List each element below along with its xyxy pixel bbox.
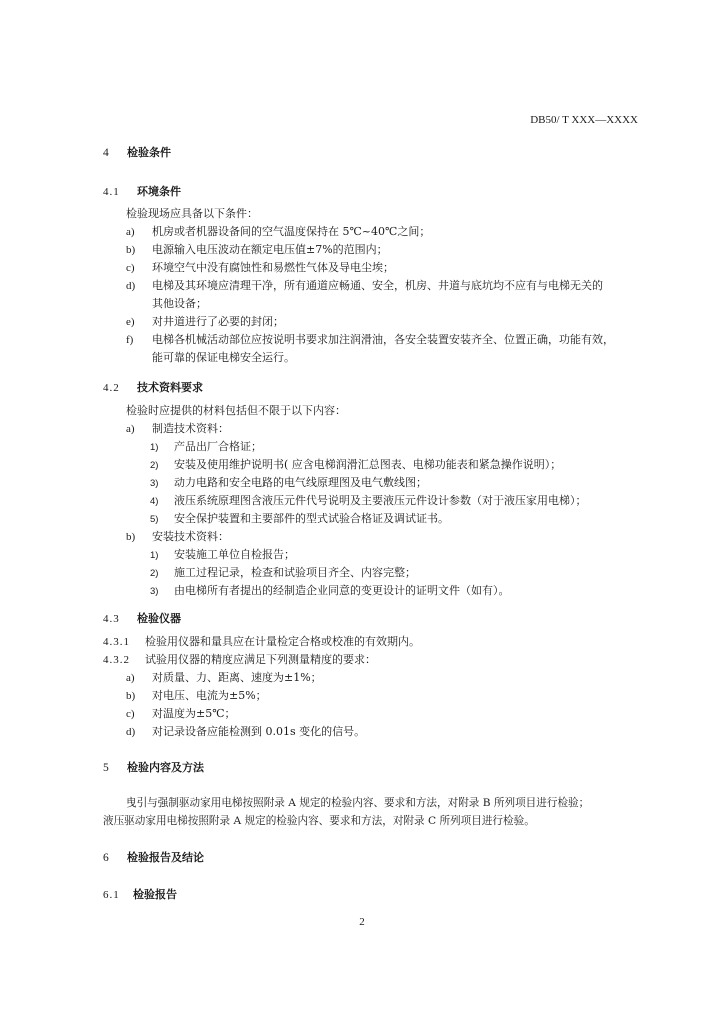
document-code: DB50/ T XXX—XXXX	[530, 114, 638, 126]
list-item	[126, 259, 394, 275]
sub-list-item	[150, 438, 262, 454]
list-marker: a)	[126, 423, 135, 435]
section-title: 检验条件	[127, 146, 171, 159]
list-item	[126, 528, 229, 544]
list-marker: 5)	[150, 514, 159, 525]
sub-list-item	[150, 546, 295, 562]
sub-list-item	[150, 582, 510, 598]
sub-list-item	[150, 474, 427, 490]
section-4-1-heading	[103, 180, 181, 199]
section-title: 检验报告	[133, 888, 177, 901]
list-marker: 2)	[150, 460, 159, 471]
sub-list-item	[150, 564, 416, 580]
section-number: 5	[103, 762, 109, 774]
list-text: 对记录设备应能检测到 0.01s 变化的信号。	[152, 725, 366, 738]
list-marker: c)	[126, 262, 135, 274]
list-marker: a)	[126, 672, 135, 684]
section-6-1-heading	[103, 883, 177, 902]
list-text: 安全保护装置和主要部件的型式试验合格证及调试证书。	[174, 512, 449, 525]
list-item-continuation: 能可靠的保证电梯安全运行。	[152, 351, 295, 364]
clause-number: 4.3.1	[103, 636, 130, 648]
list-marker: b)	[126, 690, 136, 702]
sub-list-item	[150, 492, 587, 508]
list-item	[126, 313, 284, 329]
list-item	[126, 669, 322, 685]
env-intro: 检验现场应具备以下条件：	[126, 207, 258, 220]
list-marker: 3)	[150, 478, 159, 489]
list-text: 对电压、电流为±5%；	[152, 689, 267, 702]
list-marker: d)	[126, 280, 136, 292]
list-text: 安装技术资料：	[152, 530, 229, 543]
list-marker: 1)	[150, 550, 159, 561]
list-text: 机房或者机器设备间的空气温度保持在 5℃~40℃之间；	[152, 225, 431, 238]
methods-paragraph-line-1: 曳引与强制驱动家用电梯按照附录 A 规定的检验内容、要求和方法，对附录 B 所列项目进行检验；	[126, 797, 590, 809]
list-text: 电源输入电压波动在额定电压值±7%的范围内；	[152, 243, 388, 256]
section-title: 检验仪器	[137, 612, 181, 625]
list-item	[126, 223, 430, 239]
sub-list-item	[150, 510, 449, 526]
section-title: 检验报告及结论	[127, 851, 204, 864]
section-number: 4.1	[103, 186, 120, 198]
list-marker: a)	[126, 226, 135, 238]
list-marker: 3)	[150, 586, 159, 597]
list-text: 施工过程记录，检查和试验项目齐全、内容完整；	[174, 566, 416, 579]
list-item	[126, 687, 267, 703]
list-text: 制造技术资料：	[152, 422, 229, 435]
list-text: 对质量、力、距离、速度为±1%；	[152, 671, 322, 684]
list-marker: d)	[126, 726, 136, 738]
section-4-3-heading	[103, 607, 181, 626]
section-4-heading	[103, 144, 171, 160]
list-marker: 2)	[150, 568, 159, 579]
sub-list-item	[150, 456, 561, 472]
list-item	[126, 723, 365, 739]
list-item	[126, 420, 229, 436]
list-marker: 4)	[150, 496, 159, 507]
section-number: 6	[103, 852, 109, 864]
section-title: 检验内容及方法	[127, 761, 204, 774]
section-number: 4	[103, 147, 109, 159]
section-title: 技术资料要求	[137, 381, 203, 394]
materials-intro: 检验时应提供的材料包括但不限于以下内容：	[126, 404, 346, 417]
clause-4-3-2	[103, 651, 376, 667]
clause-4-3-1	[103, 633, 420, 649]
list-text: 电梯及其环境应清理干净，所有通道应畅通、安全，机房、井道与底坑均不应有与电梯无关的	[152, 279, 603, 292]
list-text: 安装施工单位自检报告；	[174, 548, 295, 561]
section-number: 6.1	[103, 889, 120, 901]
list-marker: b)	[126, 244, 136, 256]
list-item	[126, 241, 388, 257]
section-4-2-heading	[103, 376, 203, 395]
list-marker: 1)	[150, 442, 159, 453]
list-text: 产品出厂合格证；	[174, 440, 262, 453]
list-marker: b)	[126, 531, 136, 543]
list-text: 环境空气中没有腐蚀性和易燃性气体及导电尘埃；	[152, 261, 394, 274]
list-marker: e)	[126, 316, 135, 328]
clause-text: 检验用仪器和量具应在计量检定合格或校准的有效期内。	[145, 635, 420, 648]
list-item	[126, 331, 614, 347]
methods-paragraph-line-2: 液压驱动家用电梯按照附录 A 规定的检验内容、要求和方法，对附录 C 所列项目进行检验。	[103, 815, 535, 827]
list-item	[126, 705, 236, 721]
list-text: 液压系统原理图含液压元件代号说明及主要液压元件设计参数（对于液压家用电梯）；	[174, 494, 587, 507]
list-text: 动力电路和安全电路的电气线原理图及电气敷线图；	[174, 476, 427, 489]
list-text: 对井道进行了必要的封闭；	[152, 315, 284, 328]
list-marker: c)	[126, 708, 135, 720]
section-title: 环境条件	[137, 185, 181, 198]
page-number: 2	[359, 916, 365, 928]
list-text: 由电梯所有者提出的经制造企业同意的变更设计的证明文件（如有）。	[174, 584, 510, 597]
clause-number: 4.3.2	[103, 654, 130, 666]
section-number: 4.3	[103, 613, 120, 625]
list-marker: f)	[126, 334, 134, 346]
list-text: 电梯各机械活动部位应按说明书要求加注润滑油，各安全装置安装齐全、位置正确，功能有效，	[152, 333, 614, 346]
clause-text: 试验用仪器的精度应满足下列测量精度的要求：	[145, 653, 376, 666]
list-text: 安装及使用维护说明书( 应含电梯润滑汇总图表、电梯功能表和紧急操作说明）；	[174, 458, 562, 471]
section-number: 4.2	[103, 382, 120, 394]
section-6-heading	[103, 849, 204, 865]
section-5-heading	[103, 759, 204, 775]
list-text: 对温度为±5℃；	[152, 707, 236, 720]
list-item	[126, 277, 603, 293]
list-item-continuation: 其他设备；	[152, 297, 207, 310]
